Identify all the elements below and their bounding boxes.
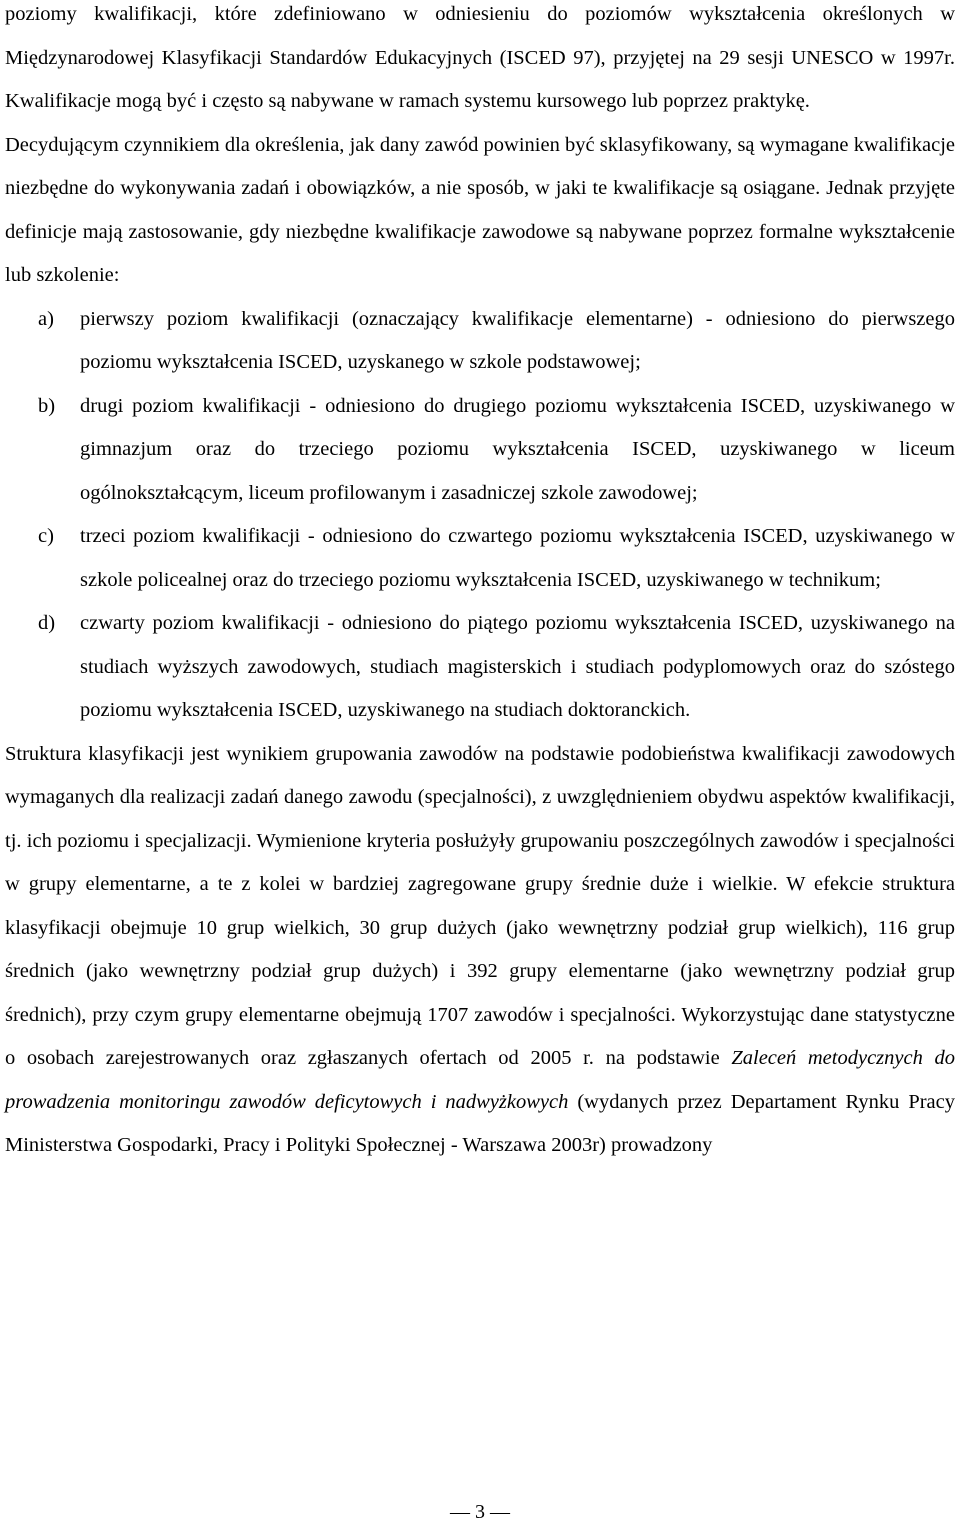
paragraph-1: poziomy kwalifikacji, które zdefiniowano w odniesieniu do poziomów wykształcenia określonych w Międzynarodowej Klasyfikacji Standardów Edukacyjnych (ISCED 97), przyjętej na 29 sesji UNESCO w 1997r. Kwalifikacje mogą być i często są nabywane w ramach systemu kursowego lub poprzez praktykę.	[5, 3, 955, 112]
page-number: 3	[475, 1501, 485, 1523]
qualification-levels-list	[5, 298, 955, 733]
list-item	[5, 515, 955, 602]
list-item	[5, 385, 955, 516]
list-marker: a)	[38, 307, 54, 330]
list-marker: c)	[38, 525, 54, 547]
list-marker: d)	[38, 612, 56, 634]
paragraph-2: Decydującym czynnikiem dla określenia, jak dany zawód powinien być sklasyfikowany, są wymagane kwalifikacje niezbędne do wykonywania zadań i obowiązków, a nie sposób, w jaki te kwalifikacje są osiągane. Jednak przyjęte definicje mają zastosowanie, gdy niezbędne kwalifikacje zawodowe są nabywane poprzez formalne wykształcenie lub szkolenie:	[5, 133, 955, 286]
document-page	[5, 0, 955, 1168]
list-item-text: czwarty poziom kwalifikacji - odniesiono do piątego poziomu wykształcenia ISCED, uzyskiwanego na studiach wyższych zawodowych, studiach magisterskich i studiach podyplomowych oraz do szóstego poziomu wykształcenia ISCED, uzyskiwanego na studiach doktoranckich.	[80, 612, 955, 721]
list-item	[5, 298, 955, 385]
page-footer	[0, 1500, 960, 1524]
paragraph-3-text-end: (wydanych przez Departament Rynku Pracy Ministerstwa Gospodarki, Pracy i Polityki Społecznej - Warszawa 2003r) prowadzony	[5, 1090, 956, 1156]
paragraph-3-text-start: Struktura klasyfikacji jest wynikiem grupowania zawodów na podstawie podobieństwa kwalifikacji zawodowych wymaganych dla realizacji zadań danego zawodu (specjalności), z uwzględnieniem obydwu aspektów kwalifikacji, tj. ich poziomu i specjalizacji. Wymienione kryteria posłużyły grupowaniu poszczególnych zawodów i specjalności w grupy elementarne, a te z kolei w bardziej zagregowane grupy średnie duże i wielkie. W efekcie struktura klasyfikacji obejmuje 10 grup wielkich, 30 grup dużych (jako wewnętrzny podział grup wielkich), 116 grup średnich (jako wewnętrzny podział grup dużych) i 392 grupy elementarne (jako wewnętrzny podział grup średnich), przy czym grupy elementarne obejmują 1707 zawodów i specjalności. Wykorzystując dane statystyczne o osobach zarejestrowanych oraz zgłaszanych ofertach od 2005 r. na podstawie	[5, 742, 955, 1069]
list-item-text: pierwszy poziom kwalifikacji (oznaczający kwalifikacje elementarne) - odniesiono do pierwszego poziomu wykształcenia ISCED, uzyskanego w szkole podstawowej;	[80, 307, 955, 373]
paragraph-3	[5, 733, 955, 1168]
list-item	[5, 602, 955, 733]
publication-title: Zaleceń metodycznych do prowadzenia monitoringu zawodów deficytowych i nadwyżkowych	[5, 1047, 956, 1113]
list-marker: b)	[38, 394, 56, 417]
page-number-dash: —	[485, 1501, 510, 1523]
list-item-text: drugi poziom kwalifikacji - odniesiono do drugiego poziomu wykształcenia ISCED, uzyskiwanego w gimnazjum oraz do trzeciego poziomu wykształcenia ISCED, uzyskiwanego w liceum ogólnokształcącym, liceum profilowanym i zasadniczej szkole zawodowej;	[80, 394, 955, 504]
list-item-text: trzeci poziom kwalifikacji - odniesiono do czwartego poziomu wykształcenia ISCED, uzyskiwanego w szkole policealnej oraz do trzeciego poziomu wykształcenia ISCED, uzyskiwanego w technikum;	[80, 525, 955, 591]
page-number-dash: —	[450, 1501, 475, 1523]
